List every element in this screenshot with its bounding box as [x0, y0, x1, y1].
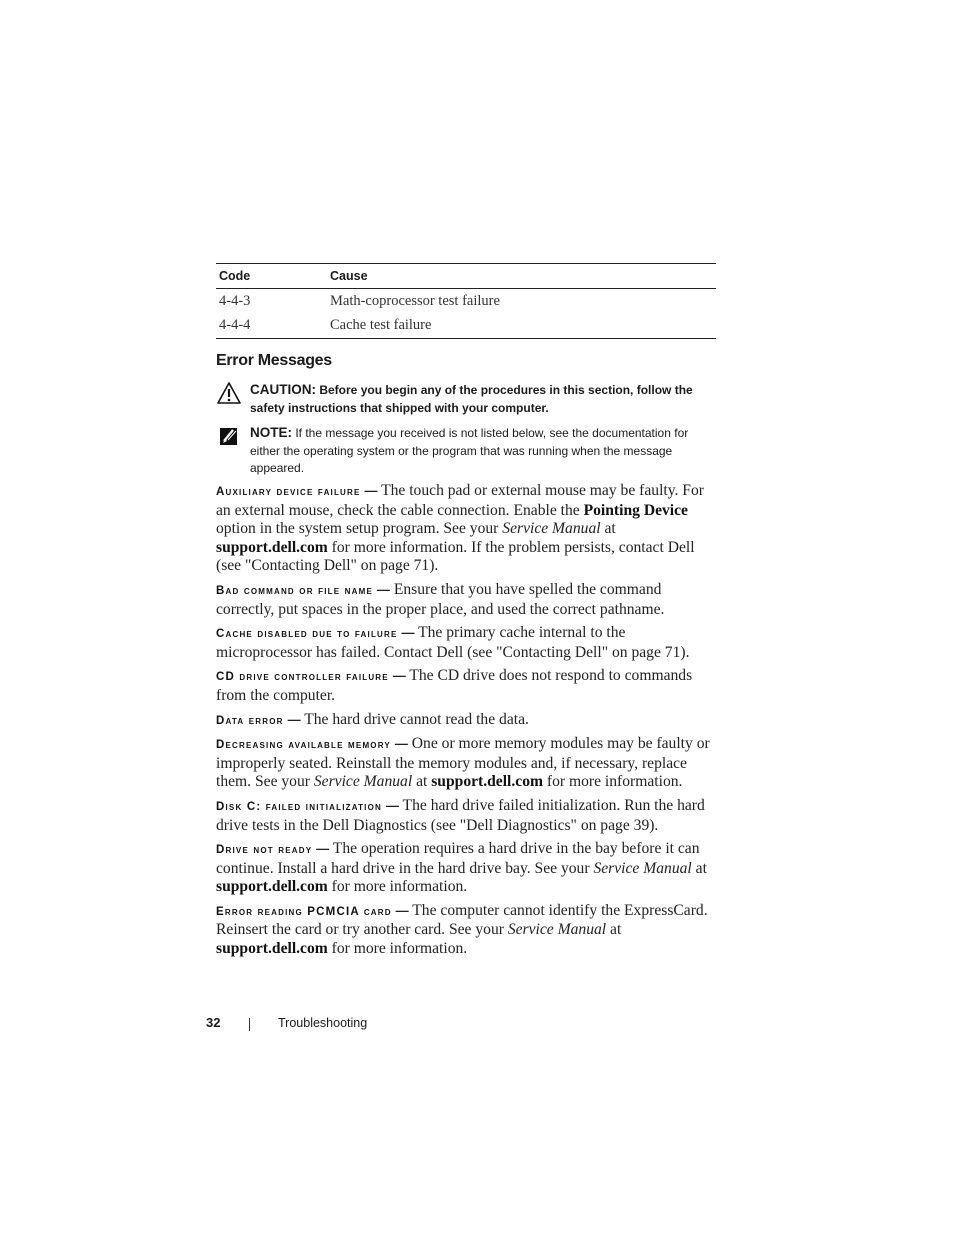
error-description	[304, 711, 529, 728]
error-message-list	[216, 482, 716, 964]
table-cell-code: 4-4-3	[219, 292, 251, 309]
error-entry	[216, 624, 716, 662]
table-row	[216, 289, 716, 314]
description-text: The hard drive failed initialization. Run the hard drive tests in the Dell Diagnostics (see "Dell Diagnostics" on page 39).	[216, 796, 705, 834]
description-text: for more information.	[327, 940, 468, 958]
description-text: The touch pad or external mouse may be faulty. For an external mouse, check the cable connection. Enable the	[216, 482, 704, 519]
note-text	[250, 424, 716, 478]
description-text: at	[412, 773, 432, 791]
error-term: Bad command or file name	[216, 584, 373, 597]
em-dash: —	[364, 483, 378, 498]
document-reference: Service Manual	[502, 520, 601, 538]
em-dash: —	[287, 711, 301, 727]
error-term: Drive not ready	[216, 844, 313, 857]
error-entry	[216, 711, 716, 731]
caution-text	[250, 381, 716, 417]
description-text: for more information. If the problem persists, contact Dell (see "Contacting Dell" on page 71).	[216, 538, 695, 575]
caution-notice	[216, 381, 716, 417]
table-cell-cause: Math-coprocessor test failure	[330, 292, 500, 309]
warning-triangle-icon	[216, 381, 242, 405]
section-title: Error Messages	[216, 352, 332, 369]
error-entry	[216, 735, 716, 792]
em-dash: —	[316, 841, 330, 857]
note-notice	[216, 424, 716, 478]
em-dash: —	[376, 581, 390, 597]
error-term: Data error	[216, 714, 284, 727]
error-term: Disk C: failed initialization	[216, 800, 383, 813]
description-text: The primary cache internal to the microprocessor has failed. Contact Dell (see "Contacting Dell" on page 71).	[216, 624, 690, 661]
beep-code-table	[216, 263, 716, 339]
description-text: for more information.	[327, 878, 468, 896]
caution-body: Before you begin any of the procedures in this section, follow the safety instructions that shipped with your computer.	[250, 383, 693, 415]
note-label: NOTE:	[250, 425, 292, 440]
caution-label: CAUTION:	[250, 382, 316, 397]
emphasized-term: support.dell.com	[216, 940, 328, 958]
error-term: Auxiliary device failure	[216, 486, 361, 498]
emphasized-term: support.dell.com	[216, 538, 328, 556]
emphasized-term: support.dell.com	[216, 878, 328, 896]
error-entry	[216, 581, 716, 619]
error-entry	[216, 482, 716, 576]
table-cell-cause: Cache test failure	[330, 317, 432, 334]
table-row	[216, 314, 716, 339]
description-text: The hard drive cannot read the data.	[304, 710, 529, 728]
error-term: Decreasing available memory	[216, 739, 391, 752]
description-text: Ensure that you have spelled the command correctly, put spaces in the proper place, and used the correct pathname.	[216, 580, 665, 618]
description-text: The operation requires a hard drive in the bay before it can continue. Install a hard drive in the hard drive bay. See your	[216, 840, 700, 877]
description-text: The computer cannot identify the ExpressCard. Reinsert the card or try another card. See your	[216, 901, 708, 939]
emphasized-term: support.dell.com	[431, 773, 543, 791]
footer-separator	[249, 1018, 250, 1031]
description-text: at	[691, 859, 707, 877]
description-text: at	[606, 921, 622, 939]
error-entry	[216, 797, 716, 835]
em-dash: —	[394, 736, 408, 752]
description-text: The CD drive does not respond to commands from the computer.	[216, 667, 693, 704]
column-header-code: Code	[219, 269, 251, 283]
description-text: One or more memory modules may be faulty or improperly seated. Reinstall the memory modules and, if necessary, replace them. See your	[216, 735, 710, 791]
table-cell-code: 4-4-4	[219, 317, 251, 334]
error-term: CD drive controller failure	[216, 671, 389, 684]
em-dash: —	[401, 625, 415, 641]
document-reference: Service Manual	[507, 921, 607, 939]
error-entry	[216, 840, 716, 897]
document-reference: Service Manual	[313, 773, 413, 791]
error-entry	[216, 902, 716, 959]
document-reference: Service Manual	[593, 859, 692, 877]
description-text: at	[600, 520, 616, 538]
error-term: Error reading PCMCIA card	[216, 905, 392, 918]
chapter-title: Troubleshooting	[278, 1016, 368, 1030]
description-text: option in the system setup program. See your	[216, 520, 503, 538]
note-pencil-icon	[216, 424, 242, 448]
emphasized-term: Pointing Device	[583, 501, 688, 519]
description-text: for more information.	[543, 773, 683, 791]
error-term: Cache disabled due to failure	[216, 628, 398, 641]
em-dash: —	[385, 797, 399, 813]
em-dash: —	[395, 902, 409, 918]
note-body: If the message you received is not listed below, see the documentation for either the operating system or the program that was running when the message appeared.	[250, 426, 689, 475]
em-dash: —	[392, 668, 406, 684]
error-entry	[216, 667, 716, 705]
page-number: 32	[206, 1015, 221, 1030]
column-header-cause: Cause	[330, 269, 368, 283]
table-header-row	[216, 264, 716, 289]
